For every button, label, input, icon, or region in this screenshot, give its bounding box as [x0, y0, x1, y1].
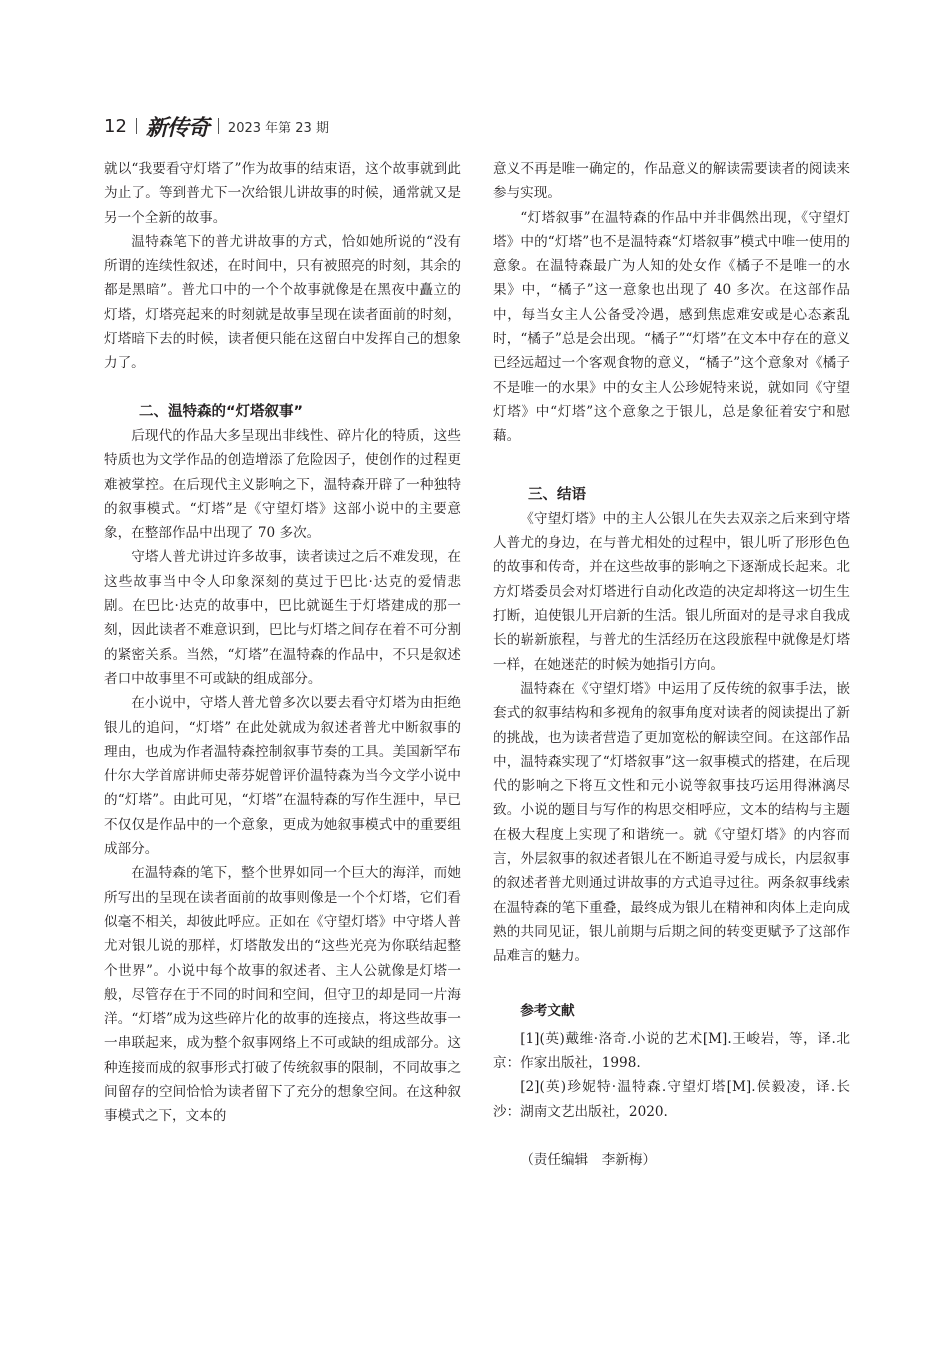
reference-item: [2](英)珍妮特·温特森.守望灯塔[M].侯毅凌，译.长沙：湖南文艺出版社，2020. [493, 1079, 850, 1120]
paragraph: 后现代的作品大多呈现出非线性、碎片化的特质，这些特质也为文学作品的创造增添了危险因子，使创作的过程更难被掌控。在后现代主义影响之下，温特森开辟了一种独特的叙事模式。“灯塔”是《守望灯塔》这部小说中的主要意象，在整部作品中出现了 70 多次。 [104, 427, 461, 542]
paragraph: 《守望灯塔》中的主人公银儿在失去双亲之后来到守塔人普尤的身边，在与普尤相处的过程中，银儿听了形形色色的故事和传奇，并在这些故事的影响之下逐渐成长起来。北方灯塔委员会对灯塔进行自动化改造的决定却将这一切生生打断，迫使银儿开启新的生活。银儿所面对的是寻求自我成长的崭新旅程，与普尤的生活经历在这段旅程中就像是灯塔一样，在她迷茫的时候为她指引方向。 [493, 510, 850, 673]
paragraph: 温特森笔下的普尤讲故事的方式，恰如她所说的“没有所谓的连续性叙述，在时间中，只有被照亮的时刻，其余的都是黑暗”。普尤口中的一个个故事就像是在黑夜中矗立的灯塔，灯塔亮起来的时刻就是故事呈现在读者面前的时刻，灯塔暗下去的时候，读者便只能在这留白中发挥自己的想象力了。 [104, 233, 461, 372]
header-divider [136, 118, 137, 134]
paragraph: 在温特森的笔下，整个世界如同一个巨大的海洋，而她所写出的呈现在读者面前的故事则像是一个个灯塔，它们看似毫不相关，却彼此呼应。正如在《守望灯塔》中守塔人普尤对银儿说的那样，灯塔散发出的“这些光亮为你联结起整个世界”。小说中每个故事的叙述者、主人公就像是灯塔一般，尽管存在于不同的时间和空间，但守卫的却是同一片海洋。“灯塔”成为这些碎片化的故事的连接点，将这些故事一一串联起来，成为整个叙事网络上不可或缺的组成部分。这种连接而成的叙事形式打破了传统叙事的限制，不同故事之间留存的空间恰恰为读者留下了充分的想象空间。在这种叙事模式之下，文本的 [104, 865, 461, 1125]
editor-credit: （责任编辑 李新梅） [520, 1151, 657, 1168]
left-column [104, 157, 461, 1129]
header-divider [218, 118, 219, 134]
paragraph: 守塔人普尤讲过许多故事，读者读过之后不难发现，在这些故事当中令人印象深刻的莫过于巴比·达克的爱情悲剧。在巴比·达克的故事中，巴比就诞生于灯塔建成的那一刻，因此读者不难意识到，巴比与灯塔之间存在着不可分割的紧密关系。当然，“灯塔”在温特森的作品中，不只是叙述者口中故事里不可或缺的组成部分。 [104, 549, 461, 687]
page-number: 12 [104, 115, 127, 137]
page-header [104, 114, 329, 141]
section-heading: 二、温特森的“灯塔叙事” [139, 403, 304, 420]
section-heading: 三、结语 [528, 486, 586, 503]
paragraph: 温特森在《守望灯塔》中运用了反传统的叙事手法，嵌套式的叙事结构和多视角的叙事角度对读者的阅读提出了新的挑战，也为读者营造了更加宽松的解读空间。在这部作品中，温特森实现了“灯塔叙事”这一叙事模式的搭建，在后现代的影响之下将互文性和元小说等叙事技巧运用得淋漓尽致。小说的题目与写作的构思交相呼应，文本的结构与主题在极大程度上实现了和谐统一。就《守望灯塔》的内容而言，外层叙事的叙述者银儿在不断追寻爱与成长，内层叙事的叙述者普尤则通过讲故事的方式追寻过往。两条叙事线索在温特森的笔下重叠，最终成为银儿在精神和肉体上走向成熟的共同见证，银儿前期与后期之间的转变更赋予了这部作品难言的魅力。 [493, 680, 850, 965]
issue-label: 2023 年第 23 期 [227, 120, 329, 136]
references-title: 参考文献 [520, 1002, 575, 1019]
right-column [493, 157, 850, 1172]
paragraph: 就以“我要看守灯塔了”作为故事的结束语，这个故事就到此为止了。等到普尤下一次给银儿讲故事的时候，通常就又是另一个全新的故事。 [104, 161, 461, 226]
paragraph: 在小说中，守塔人普尤曾多次以要去看守灯塔为由拒绝银儿的追问，“灯塔” 在此处就成为叙述者普尤中断叙事的理由，也成为作者温特森控制叙事节奏的工具。美国新罕布什尔大学首席讲师史蒂芬妮曾评价温特森为当今文学小说中的“灯塔”。由此可见，“灯塔”在温特森的写作生涯中，早已不仅仅是作品中的一个意象，更成为她叙事模式中的重要组成部分。 [104, 695, 461, 858]
magazine-logo: 新传奇 [145, 114, 209, 141]
paragraph: “灯塔叙事”在温特森的作品中并非偶然出现，《守望灯塔》中的“灯塔”也不是温特森“灯塔叙事”模式中唯一使用的意象。在温特森最广为人知的处女作《橘子不是唯一的水果》中，“橘子”这一意象也出现了 40 多次。在这部作品中，每当女主人公备受冷遇，感到焦虑难安或是心态紊乱时，“橘子”总是会出现。“橘子”“灯塔”在文本中存在的意义已经远超过一个客观食物的意义，“橘子”这个意象对《橘子不是唯一的水果》中的女主人公珍妮特来说，就如同《守望灯塔》中“灯塔”这个意象之于银儿，总是象征着安宁和慰藉。 [493, 209, 850, 445]
paragraph: 意义不再是唯一确定的，作品意义的解读需要读者的阅读来参与实现。 [493, 161, 850, 202]
reference-item: [1](英)戴维·洛奇.小说的艺术[M].王峻岩，等，译.北京：作家出版社，1998. [493, 1030, 850, 1072]
